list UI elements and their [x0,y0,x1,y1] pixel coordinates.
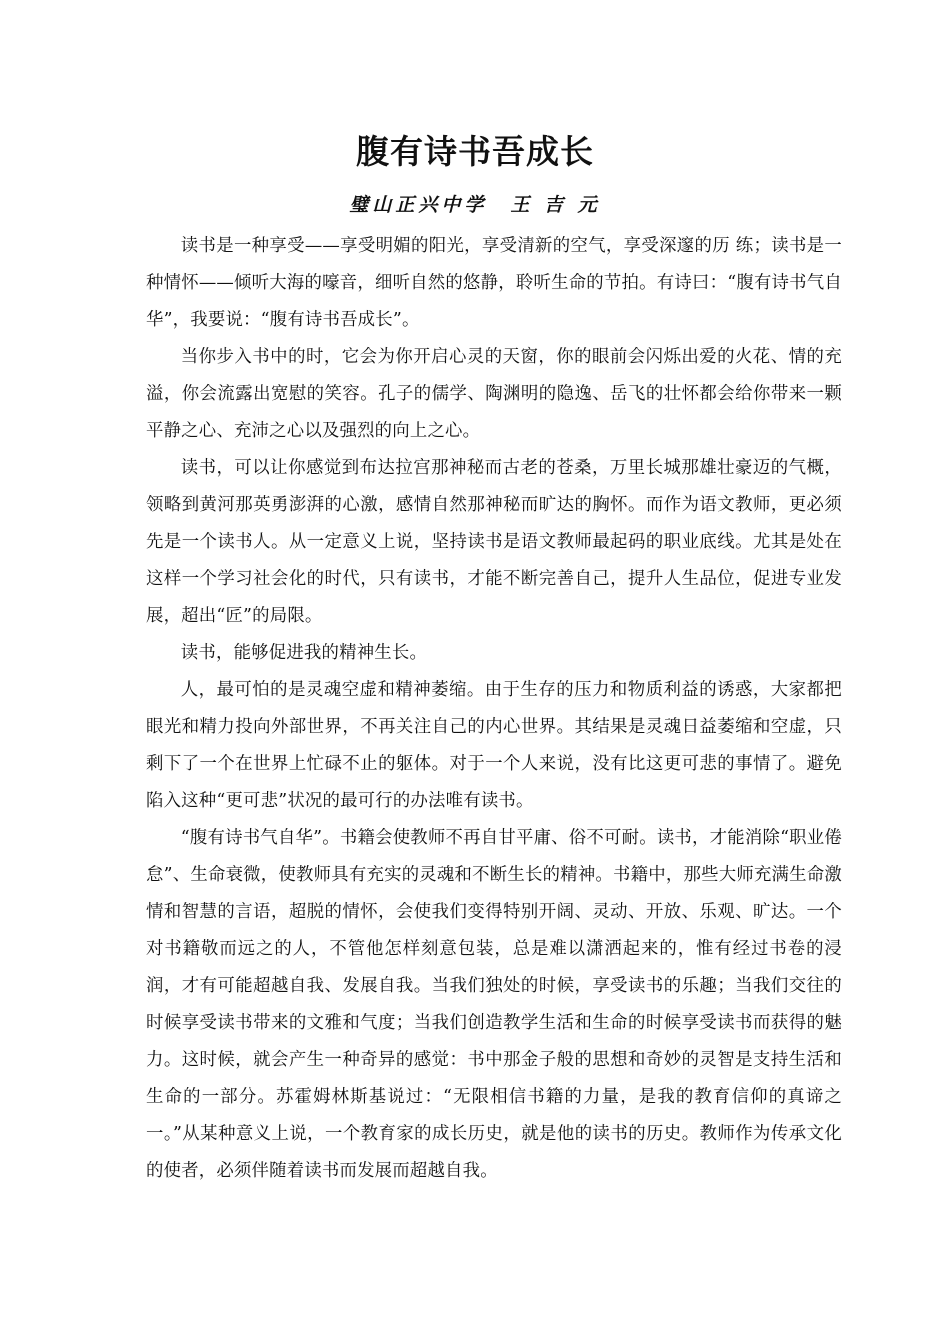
paragraph-5: 人，最可怕的是灵魂空虚和精神萎缩。由于生存的压力和物质利益的诱惑，大家都把眼光和精力投向外部世界，不再关注自己的内心世界。其结果是灵魂日益萎缩和空虚，只剩下了一个在世界上忙碌不止的躯体。对于一个人来说，没有比这更可悲的事情了。避免陷入这种“更可悲”状况的最可行的办法唯有读书。 [146,680,842,811]
article-body [146,228,842,1190]
paragraph-6: “腹有诗书气自华”。书籍会使教师不再自甘平庸、俗不可耐。读书，才能消除“职业倦怠”、生命衰微，使教师具有充实的灵魂和不断生长的精神。书籍中，那些大师充满生命激情和智慧的言语，超脱的情怀，会使我们变得特别开阔、灵动、开放、乐观、旷达。一个对书籍敬而远之的人，不管他怎样刻意包装，总是难以潇洒起来的，惟有经过书卷的浸润，才有可能超越自我、发展自我。当我们独处的时候，享受读书的乐趣；当我们交往的时候享受读书带来的文雅和气度；当我们创造教学生活和生命的时候享受读书而获得的魅力。这时候，就会产生一种奇异的感觉：书中那金子般的思想和奇妙的灵智是支持生活和生命的一部分。苏霍姆林斯基说过：“无限相信书籍的力量，是我的教育信仰的真谛之一。”从某种意义上说，一个教育家的成长历史，就是他的读书的历史。教师作为传承文化的使者，必须伴随着读书而发展而超越自我。 [146,828,842,1181]
article-title: 腹有诗书吾成长 [356,132,594,171]
paragraph-3: 读书，可以让你感觉到布达拉宫那神秘而古老的苍桑，万里长城那雄壮豪迈的气概，领略到黄河那英勇澎湃的心激，感情自然那神秘而旷达的胸怀。而作为语文教师，更必须先是一个读书人。从一定意义上说，坚持读书是语文教师最起码的职业底线。尤其是处在这样一个学习社会化的时代，只有读书，才能不断完善自己，提升人生品位，促进专业发展，超出“匠”的局限。 [146,458,842,626]
paragraph-2: 当你步入书中的时，它会为你开启心灵的天窗，你的眼前会闪烁出爱的火花、情的充溢，你会流露出宽慰的笑容。孔子的儒学、陶渊明的隐逸、岳飞的壮怀都会给你带来一颗平静之心、充沛之心以及强烈的向上之心。 [146,347,842,441]
author-byline: 璧山正兴中学 王 吉 元 [349,194,601,216]
paragraph-4: 读书，能够促进我的精神生长。 [180,643,428,663]
paragraph-1: 读书是一种享受——享受明媚的阳光，享受清新的空气，享受深邃的历 练；读书是一种情怀——倾听大海的嚎音，细听自然的悠静，聆听生命的节拍。有诗曰：“腹有诗书气自华”，我要说：“腹有诗书吾成长”。 [146,236,842,330]
